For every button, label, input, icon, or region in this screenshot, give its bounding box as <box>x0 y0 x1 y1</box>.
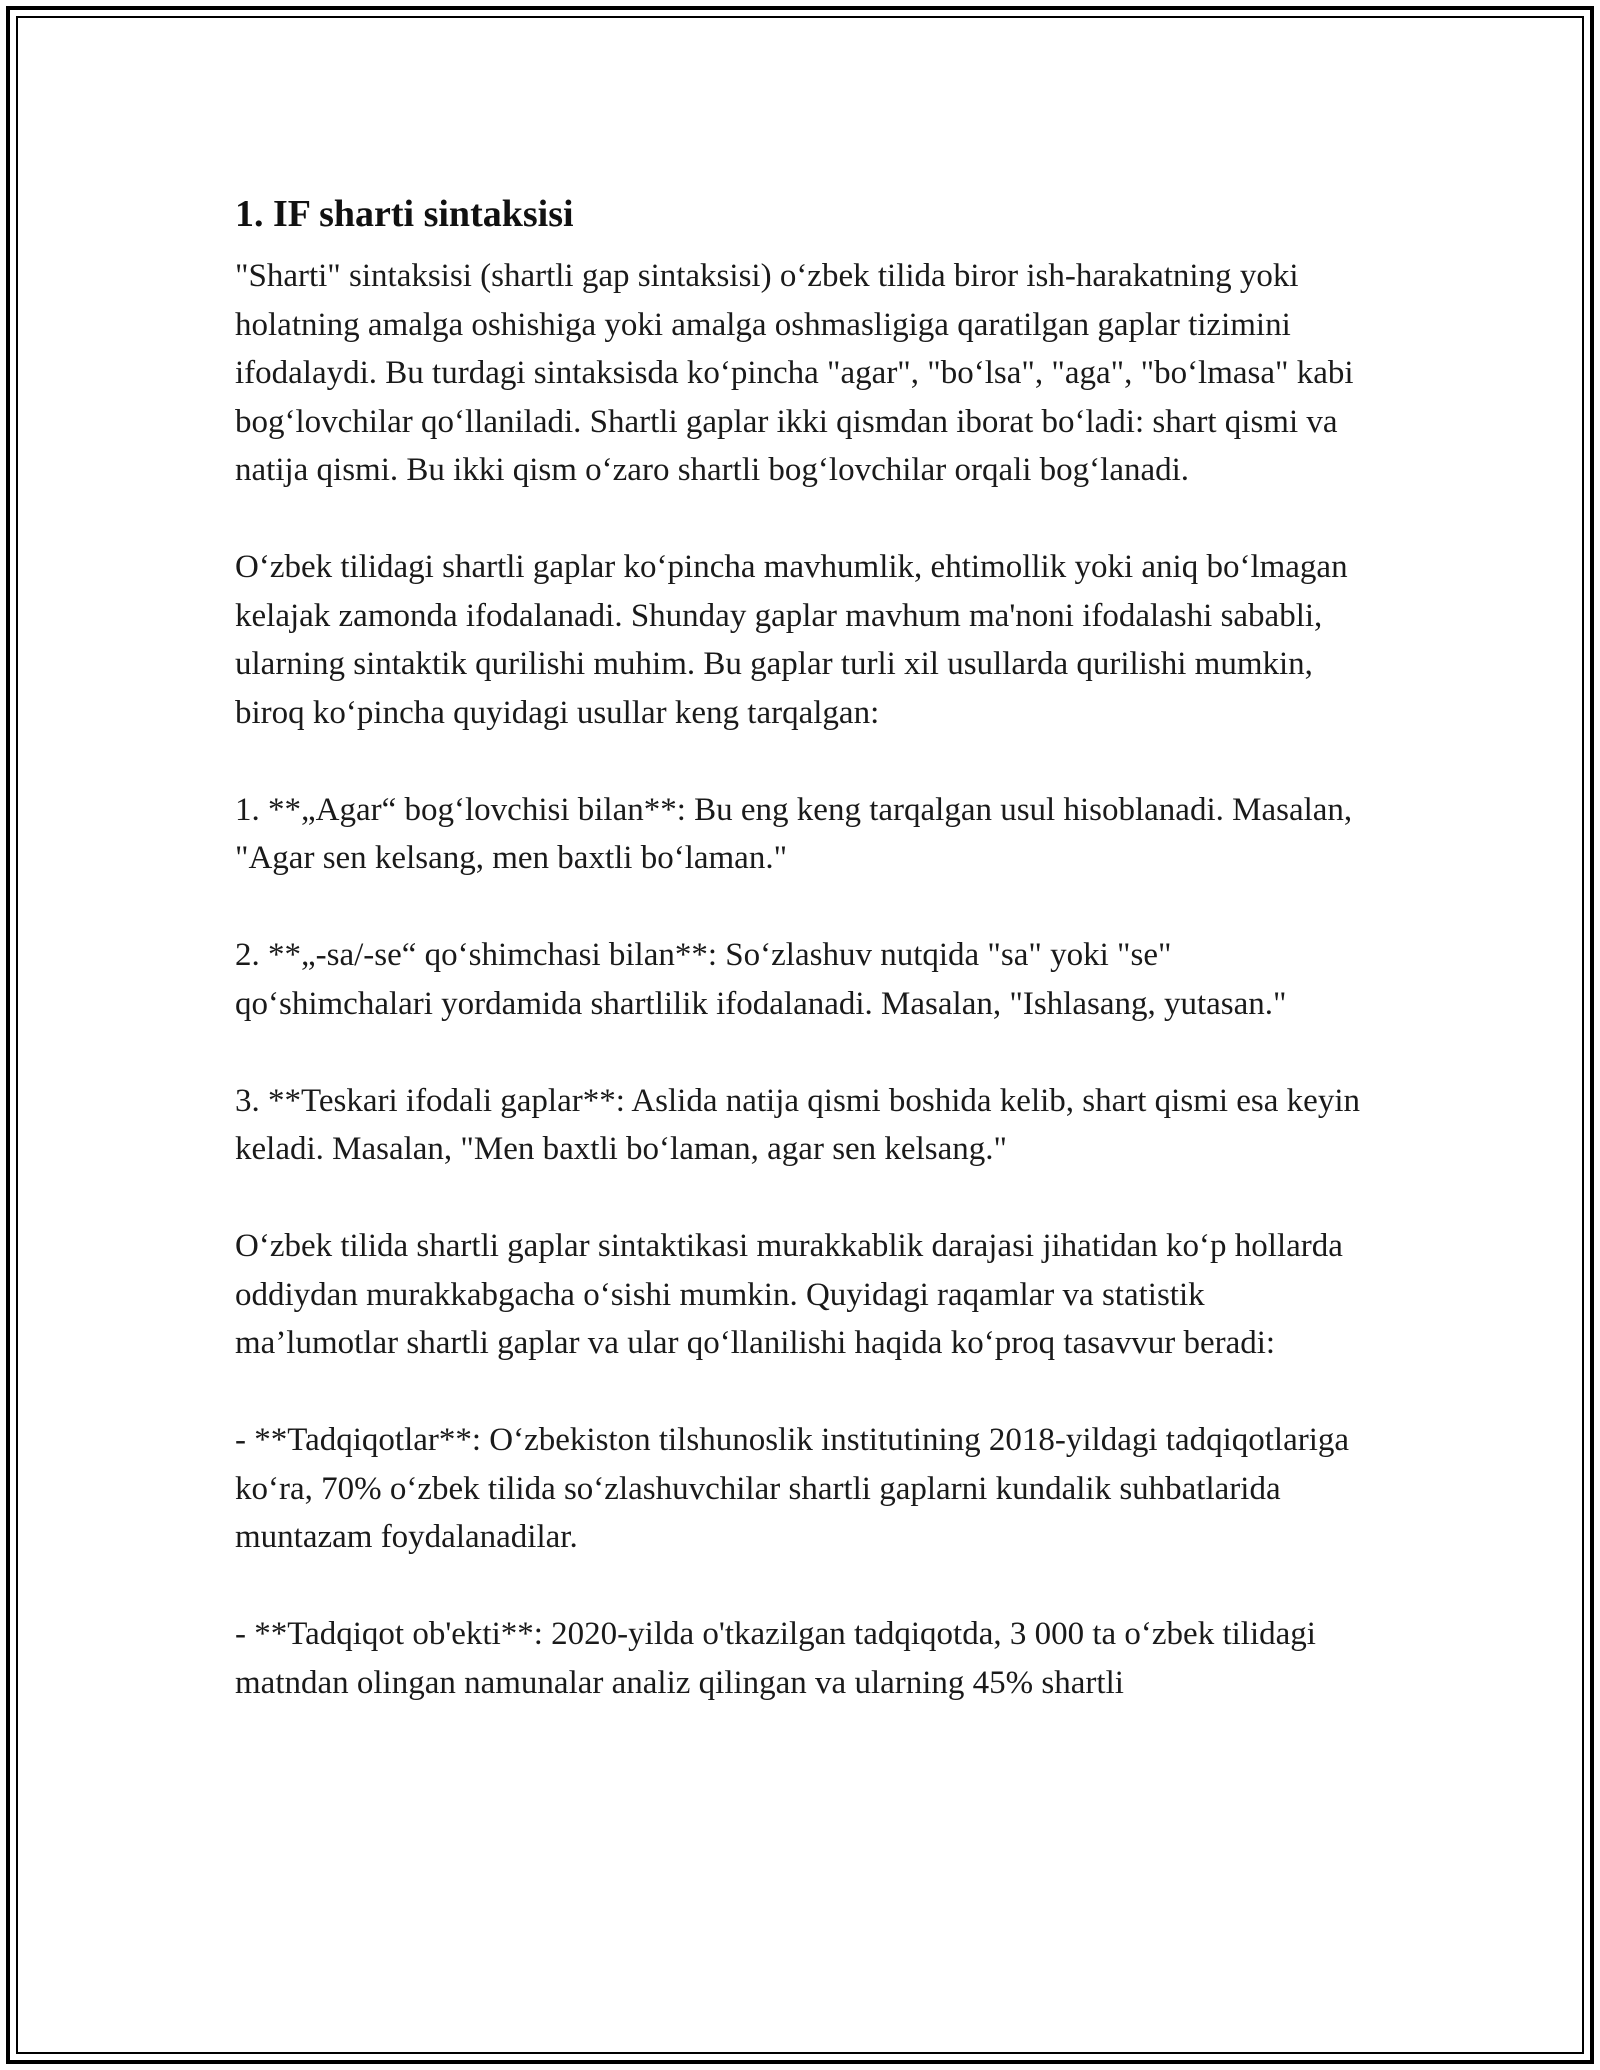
paragraph-complexity: O‘zbek tilida shartli gaplar sintaktikasi murakkablik darajasi jihatidan ko‘p hollarda oddiydan murakkabgacha o‘sishi mumkin. Quyidagi raqamlar va statistik ma’lumotlar shartli gaplar va ular qo‘llanilishi haqida ko‘proq tasavvur beradi: <box>235 1228 1343 1361</box>
bullet-research-object: - **Tadqiqot ob'ekti**: 2020-yilda o'tkazilgan tadqiqotda, 3 000 ta o‘zbek tilidagi matndan olingan namunalar analiz qilingan va ularning 45% shartli <box>235 1616 1316 1701</box>
paragraph-usage: O‘zbek tilidagi shartli gaplar ko‘pincha mavhumlik, ehtimollik yoki aniq bo‘lmagan kelajak zamonda ifodalanadi. Shunday gaplar mavhum ma'noni ifodalashi sababli, ularning sintaktik qurilishi muhim. Bu gaplar turli xil usullarda qurilishi mumkin, biroq ko‘pincha quyidagi usullar keng tarqalgan: <box>235 549 1348 731</box>
section-heading: 1. IF sharti sintaksisi <box>235 193 574 235</box>
list-item-agar: 1. **„Agar“ bog‘lovchisi bilan**: Bu eng keng tarqalgan usul hisoblanadi. Masalan, "Agar sen kelsang, men baxtli bo‘laman." <box>235 791 1353 876</box>
list-item-sa-se: 2. **„-sa/-se“ qo‘shimchasi bilan**: So‘zlashuv nutqida "sa" yoki "se" qo‘shimchalari yordamida shartlilik ifodalanadi. Masalan, "Ishlasang, yutasan." <box>235 937 1287 1022</box>
list-item-inverse: 3. **Teskari ifodali gaplar**: Aslida natija qismi boshida kelib, shart qismi esa keyin keladi. Masalan, "Men baxtli bo‘laman, agar sen kelsang." <box>235 1082 1360 1167</box>
document-body <box>235 186 1375 1756</box>
paragraph-intro: "Sharti" sintaksisi (shartli gap sintaksisi) o‘zbek tilida biror ish-harakatning yoki holatning amalga oshishiga yoki amalga oshmasligiga qaratilgan gaplar tizimini ifodalaydi. Bu turdagi sintaksisda ko‘pincha "agar", "bo‘lsa", "aga", "bo‘lmasa" kabi bog‘lovchilar qo‘llaniladi. Shartli gaplar ikki qismdan iborat bo‘ladi: shart qismi va natija qismi. Bu ikki qism o‘zaro shartli bog‘lovchilar orqali bog‘lanadi. <box>235 258 1354 488</box>
bullet-research: - **Tadqiqotlar**: O‘zbekiston tilshunoslik institutining 2018-yildagi tadqiqotlariga ko‘ra, 70% o‘zbek tilida so‘zlashuvchilar shartli gaplarni kundalik suhbatlarida muntazam foydalanadilar. <box>235 1422 1350 1555</box>
